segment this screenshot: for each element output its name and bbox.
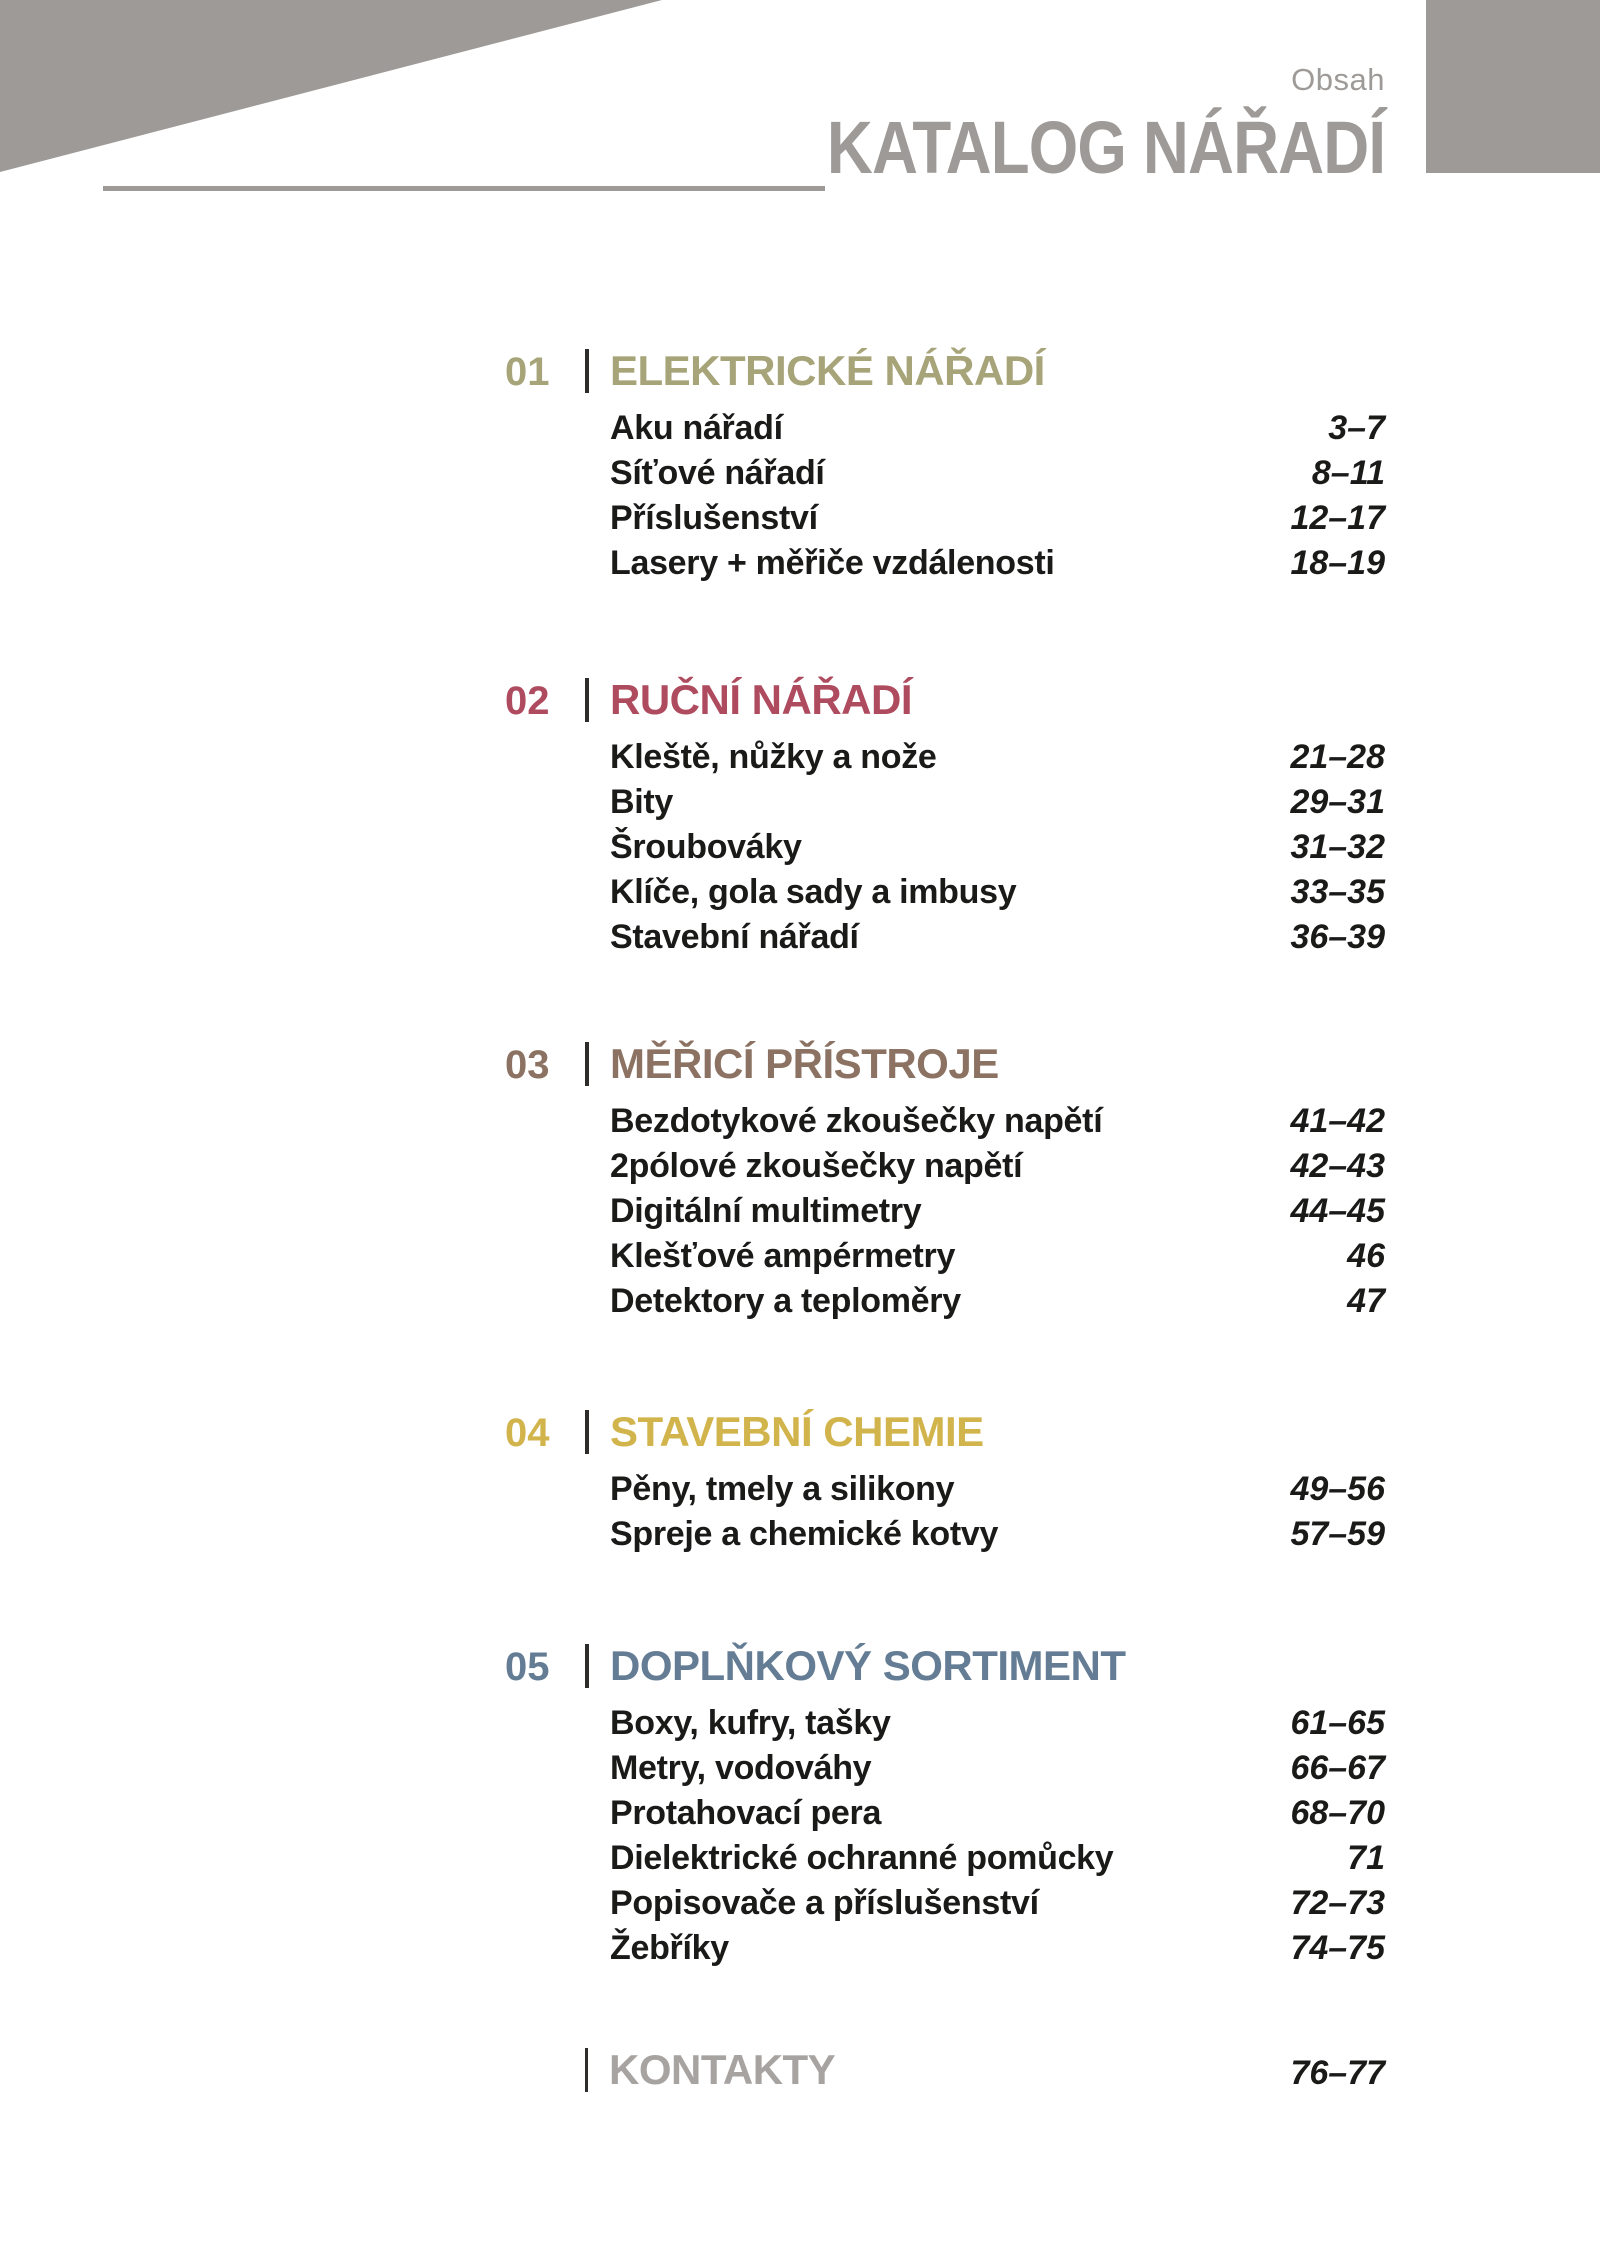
contacts-pages: 76–77 [1290, 2054, 1385, 2092]
page-eyebrow: Obsah [1291, 62, 1385, 97]
toc-entry-label: Aku nářadí [610, 409, 783, 447]
section-items [610, 1102, 1385, 1327]
toc-entry [610, 544, 1385, 589]
toc-entry [610, 1884, 1385, 1929]
toc-section [505, 676, 1385, 963]
toc-entry-pages: 21–28 [1290, 738, 1385, 776]
toc-entry-pages: 47 [1347, 1282, 1385, 1320]
toc-section [505, 1408, 1385, 1560]
toc-entry [610, 1839, 1385, 1884]
section-divider-bar [585, 2048, 588, 2092]
section-items [610, 1470, 1385, 1560]
toc-entry-label: Síťové nářadí [610, 454, 825, 492]
toc-section [505, 347, 1385, 589]
toc-entry-label: Lasery + měřiče vzdálenosti [610, 544, 1055, 582]
toc-entry-pages: 36–39 [1290, 918, 1385, 956]
toc-entry-label: Stavební nářadí [610, 918, 859, 956]
toc-entry [610, 1192, 1385, 1237]
section-number: 04 [505, 1411, 550, 1455]
toc-entry-label: Spreje a chemické kotvy [610, 1515, 999, 1553]
section-items [610, 738, 1385, 963]
toc-entry-label: Bezdotykové zkoušečky napětí [610, 1102, 1103, 1140]
toc-entry [610, 1704, 1385, 1749]
toc-entry [610, 873, 1385, 918]
toc-entry [610, 1237, 1385, 1282]
section-items [610, 1704, 1385, 1974]
toc-entry-pages: 49–56 [1290, 1470, 1385, 1508]
toc-section [505, 1040, 1385, 1327]
toc-entry-pages: 72–73 [1290, 1884, 1385, 1922]
toc-contacts-row [505, 2046, 1385, 2094]
toc-entry-label: Žebříky [610, 1929, 729, 1967]
toc-entry [610, 1102, 1385, 1147]
corner-block-decoration [1426, 0, 1600, 173]
section-heading [505, 1408, 1385, 1456]
toc-entry-label: Kleště, nůžky a nože [610, 738, 937, 776]
toc-entry-pages: 3–7 [1328, 409, 1385, 447]
toc-entry-label: Příslušenství [610, 499, 818, 537]
toc-entry-label: Boxy, kufry, tašky [610, 1704, 891, 1742]
toc-entry-pages: 29–31 [1290, 783, 1385, 821]
toc-entry [610, 1470, 1385, 1515]
toc-entry [610, 1929, 1385, 1974]
section-title: ELEKTRICKÉ NÁŘADÍ [610, 347, 1045, 394]
section-number: 01 [505, 350, 550, 394]
section-items [610, 409, 1385, 589]
toc-entry-pages: 42–43 [1290, 1147, 1385, 1185]
section-divider-bar [585, 1644, 589, 1688]
section-divider-bar [585, 1410, 589, 1454]
toc-entry-pages: 46 [1347, 1237, 1385, 1275]
toc-entry-pages: 41–42 [1290, 1102, 1385, 1140]
toc-entry-pages: 8–11 [1311, 454, 1385, 492]
toc-entry-label: Metry, vodováhy [610, 1749, 872, 1787]
toc-entry-pages: 66–67 [1290, 1749, 1385, 1787]
toc-entry-pages: 61–65 [1290, 1704, 1385, 1742]
toc-entry [610, 783, 1385, 828]
section-title: MĚŘICÍ PŘÍSTROJE [610, 1040, 999, 1087]
toc-entry-pages: 74–75 [1290, 1929, 1385, 1967]
toc-entry [610, 409, 1385, 454]
toc-entry-label: Protahovací pera [610, 1794, 882, 1832]
section-divider-bar [585, 1042, 589, 1086]
toc-entry-label: Klíče, gola sady a imbusy [610, 873, 1017, 911]
toc-entry-pages: 18–19 [1290, 544, 1385, 582]
section-heading [505, 676, 1385, 724]
toc-entry [610, 454, 1385, 499]
toc-entry-pages: 71 [1347, 1839, 1385, 1877]
toc-entry [610, 499, 1385, 544]
contacts-title: KONTAKTY [609, 2046, 836, 2093]
section-divider-bar [585, 678, 589, 722]
section-heading [505, 347, 1385, 395]
section-title: RUČNÍ NÁŘADÍ [610, 676, 912, 723]
toc-entry [610, 1794, 1385, 1839]
section-divider-bar [585, 349, 589, 393]
header-rule [103, 186, 825, 191]
toc-section [505, 1642, 1385, 1974]
toc-entry-pages: 44–45 [1290, 1192, 1385, 1230]
page-title: KATALOG NÁŘADÍ [826, 106, 1385, 189]
toc-entry [610, 1749, 1385, 1794]
toc-entry [610, 918, 1385, 963]
section-heading [505, 1642, 1385, 1690]
section-title: STAVEBNÍ CHEMIE [610, 1408, 984, 1455]
toc-entry-pages: 33–35 [1290, 873, 1385, 911]
toc-entry [610, 1515, 1385, 1560]
section-number: 05 [505, 1645, 550, 1689]
toc-entry-label: Pěny, tmely a silikony [610, 1470, 955, 1508]
toc-entry-pages: 68–70 [1290, 1794, 1385, 1832]
section-heading [505, 1040, 1385, 1088]
toc-entry-label: 2pólové zkoušečky napětí [610, 1147, 1023, 1185]
toc-entry-label: Dielektrické ochranné pomůcky [610, 1839, 1114, 1877]
toc-entry-pages: 57–59 [1290, 1515, 1385, 1553]
toc-entry-label: Šroubováky [610, 828, 802, 866]
section-number: 02 [505, 679, 550, 723]
toc-entry-label: Digitální multimetry [610, 1192, 922, 1230]
toc-entry-pages: 31–32 [1290, 828, 1385, 866]
toc-entry [610, 828, 1385, 873]
corner-triangle-decoration [0, 0, 662, 172]
toc-entry-label: Detektory a teploměry [610, 1282, 961, 1320]
toc-entry-label: Popisovače a příslušenství [610, 1884, 1039, 1922]
toc-entry-label: Bity [610, 783, 674, 821]
toc-entry-label: Klešťové ampérmetry [610, 1237, 956, 1275]
toc-entry [610, 738, 1385, 783]
section-number: 03 [505, 1043, 550, 1087]
toc-entry [610, 1282, 1385, 1327]
toc-entry-pages: 12–17 [1290, 499, 1385, 537]
toc-entry [610, 1147, 1385, 1192]
section-title: DOPLŇKOVÝ SORTIMENT [610, 1642, 1126, 1689]
